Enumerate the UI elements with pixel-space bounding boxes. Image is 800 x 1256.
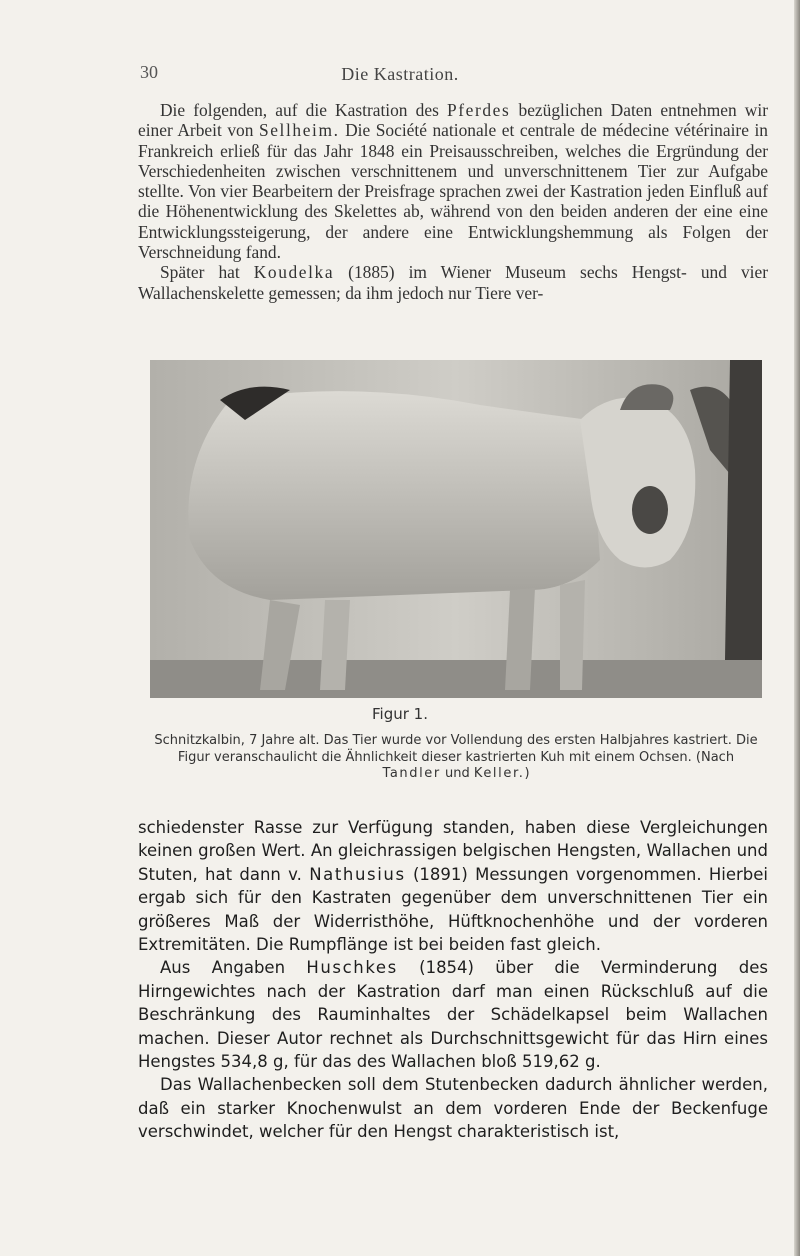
- spaced-name: Koudelka: [253, 262, 335, 283]
- spaced-name: Nathusius: [309, 864, 406, 884]
- page-edge-shadow: [794, 0, 800, 1256]
- running-title: Die Kastration.: [341, 64, 459, 84]
- figure-label: Figur 1.: [372, 705, 428, 723]
- page-number: 30: [140, 62, 158, 82]
- spaced-name: Keller.: [473, 766, 525, 781]
- paragraph-4: Aus Angaben Huschkes (1854) über die Verminderung des Hirngewichtes nach der Kastration darf man einen Rückschluß auf die Beschränkung des Rauminhaltes der Schädelkapsel beim Wallachen machen. Dieser Autor rechnet als Durchschnittsgewicht für das Hirn eines Hengstes 534,8 g, für das des Wallachen bloß 519,62 g.: [138, 958, 768, 1072]
- cow-photograph: [150, 360, 762, 698]
- spaced-name: Pferdes: [447, 100, 511, 120]
- top-text-block: [138, 100, 768, 303]
- bottom-text-block: [138, 816, 768, 1144]
- paragraph-2: Später hat Koudelka (1885) im Wiener Museum sechs Hengst- und vier Wallachenskelette gemessen; da ihm jedoch nur Tiere ver-: [138, 262, 768, 303]
- spaced-name: Sellheim.: [258, 120, 340, 141]
- figure-caption: Schnitzkalbin, 7 Jahre alt. Das Tier wurde vor Vollendung des ersten Halbjahres kastriert. Die Figur veranschaulicht die Ähnlichkeit dieser kastrierten Kuh mit einem Ochsen. (Nach Tandler und Keller.): [154, 733, 758, 781]
- paragraph-5: Das Wallachenbecken soll dem Stutenbecken dadurch ähnlicher werden, daß ein starker Knochenwulst an dem vorderen Ende der Beckenfuge verschwindet, welcher für den Hengst charakteristisch ist,: [138, 1075, 768, 1142]
- paragraph-3: schiedenster Rasse zur Verfügung standen, haben diese Vergleichungen keinen großen Wert. An gleichrassigen belgischen Hengsten, Wallachen und Stuten, hat dann v. Nathusius (1891) Messungen vorgenommen. Hierbei ergab sich für den Kastraten gegenüber dem unverschnittenen Tier ein größeres Maß der Widerristhöhe, Hüftknochenhöhe und der vorderen Extremitäten. Die Rumpflänge ist bei beiden fast gleich.: [138, 818, 768, 955]
- cow-photo-illustration: [150, 360, 762, 698]
- spaced-name: Tandler: [382, 766, 441, 781]
- paragraph-1: Die folgenden, auf die Kastration des Pferdes bezüglichen Daten entnehmen wir einer Arbeit von Sellheim. Die Société nationale et centrale de médecine vétérinaire in Frankreich erließ für das Jahr 1848 ein Preisausschreiben, welches die Ergründung der Verschiedenheiten zwischen verschnittenem und unverschnittenem Tier zur Aufgabe stellte. Von vier Bearbeitern der Preisfrage sprachen zwei der Kastration jeden Einfluß auf die Höhenentwicklung des Skelettes ab, während von den beiden anderen der eine eine Entwicklungssteigerung, der andere eine Entwicklungshemmung als Folgen der Verschneidung fand.: [138, 100, 768, 263]
- spaced-name: Huschkes: [306, 958, 398, 978]
